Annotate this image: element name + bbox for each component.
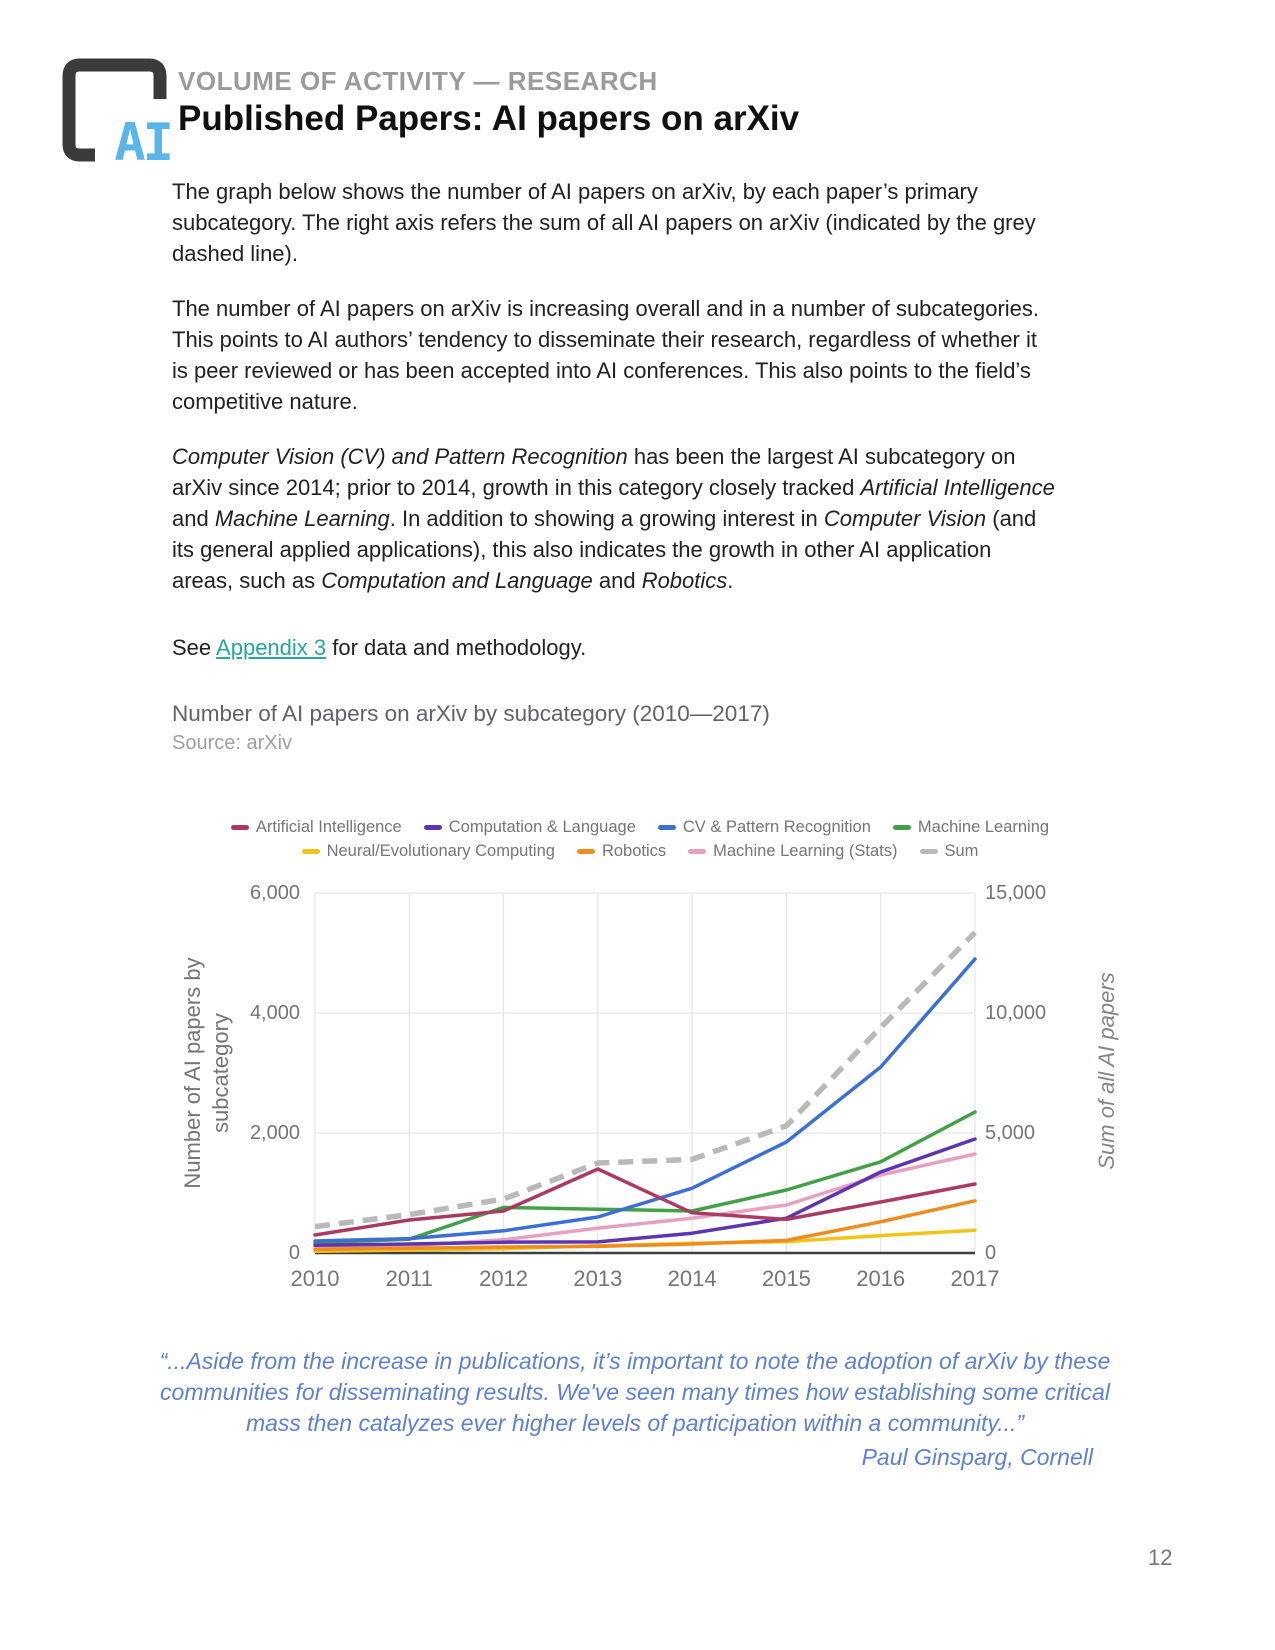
page-number: 12	[1148, 1545, 1173, 1570]
legend-label: Machine Learning	[917, 818, 1050, 836]
text-run: .	[727, 568, 734, 593]
x-axis-label: 2017	[950, 1266, 1000, 1291]
legend-swatch-icon	[577, 849, 595, 854]
italic-text: Computation and Language	[321, 568, 593, 593]
legend-item	[658, 818, 871, 837]
legend-swatch-icon	[658, 825, 676, 830]
page-title: Published Papers: AI papers on arXiv	[178, 99, 800, 138]
legend-swatch-icon	[231, 825, 249, 830]
italic-text: Computer Vision	[823, 506, 987, 531]
x-axis-label: 2010	[290, 1266, 340, 1291]
legend-item	[231, 818, 402, 837]
paragraph	[172, 176, 1057, 269]
ai-index-logo	[62, 58, 171, 173]
legend-label: Sum	[944, 842, 979, 860]
legend-item	[920, 842, 979, 861]
right-axis-title: Sum of all AI papers	[1094, 972, 1119, 1170]
section-kicker: VOLUME OF ACTIVITY — RESEARCH	[178, 66, 658, 96]
text-run: The number of AI papers on arXiv is increasing overall and in a number of subcategories. This points to AI authors’ tendency to disseminate their research, regardless of whether it is peer reviewed or has been accepted into AI conferences. This also points to the field’s competitive nature.	[172, 296, 1040, 414]
legend-label: Robotics	[601, 842, 667, 860]
text-run: The graph below shows the number of AI papers on arXiv, by each paper’s primary subcategory. The right axis refers the sum of all AI papers on arXiv (indicated by the grey dashed line).	[172, 179, 1036, 266]
left-axis-title: Number of AI papers by subcategory	[180, 957, 233, 1189]
italic-text: Artificial Intelligence	[860, 475, 1055, 500]
line-chart-plot	[315, 893, 975, 1256]
text-run: has been the largest AI subcategory on arXiv since 2014; prior to 2014, growth in this category closely tracked	[172, 444, 1016, 500]
series-line-cv-pattern-recognition	[315, 959, 975, 1241]
left-axis-tick-label: 6,000	[249, 882, 300, 904]
italic-text: Robotics	[641, 568, 728, 593]
paragraph	[172, 293, 1057, 417]
quote-attribution: Paul Ginsparg, Cornell	[861, 1444, 1093, 1470]
pull-quote	[145, 1346, 1125, 1473]
legend-swatch-icon	[424, 825, 442, 830]
legend-label: Machine Learning (Stats)	[713, 842, 898, 860]
paragraph	[172, 441, 1057, 596]
x-axis-label: 2015	[761, 1266, 811, 1291]
legend-swatch-icon	[920, 849, 938, 854]
x-axis-label: 2011	[385, 1266, 433, 1291]
series-line-sum	[315, 933, 975, 1227]
right-axis-tick-label: 0	[985, 1242, 997, 1264]
legend-item	[893, 818, 1049, 837]
legend-row	[150, 818, 1130, 837]
text-run: and	[172, 506, 215, 531]
x-axis-label: 2016	[856, 1266, 906, 1291]
legend-item	[302, 842, 555, 861]
legend-label: Artificial Intelligence	[255, 818, 402, 836]
left-axis-tick-label: 2,000	[249, 1122, 300, 1144]
left-axis-tick-label: 4,000	[249, 1002, 300, 1024]
text-run: (and its general applied applications), this also indicates the growth in other AI application areas, such as	[172, 506, 1037, 593]
chart-source: Source: arXiv	[172, 732, 293, 754]
series-line-robotics	[315, 1201, 975, 1250]
text-run: See	[172, 635, 217, 660]
right-axis-tick-label: 15,000	[985, 882, 1047, 904]
legend-row	[150, 842, 1130, 861]
text-run: and	[592, 568, 642, 593]
legend-item	[577, 842, 666, 861]
legend-swatch-icon	[688, 849, 706, 854]
text-run: for data and methodology.	[326, 635, 587, 660]
legend-label: CV & Pattern Recognition	[682, 818, 871, 836]
paragraph	[172, 632, 1057, 663]
legend-item	[688, 842, 897, 861]
legend-item	[424, 818, 636, 837]
right-axis-tick-label: 10,000	[985, 1002, 1047, 1024]
italic-text: Computer Vision (CV) and Pattern Recognition	[172, 444, 628, 469]
legend-swatch-icon	[302, 849, 320, 854]
right-axis-tick-label: 5,000	[985, 1122, 1036, 1144]
italic-text: Machine Learning	[214, 506, 390, 531]
legend-label: Neural/Evolutionary Computing	[326, 842, 555, 860]
appendix-link[interactable]: Appendix 3	[216, 635, 327, 660]
left-axis-tick-label: 0	[288, 1242, 300, 1264]
text-run: . In addition to showing a growing interest in	[389, 506, 824, 531]
legend-label: Computation & Language	[448, 818, 636, 836]
logo-ai-text: AI	[114, 113, 171, 173]
legend-swatch-icon	[893, 825, 911, 830]
chart-legend	[150, 818, 1130, 866]
quote-text: “...Aside from the increase in publications, it’s important to note the adoption of arXiv by these communities for disseminating results. We've seen many times how establishing some critical mass then catalyzes ever higher levels of participation within a community...”	[159, 1348, 1111, 1436]
chart-title: Number of AI papers on arXiv by subcategory (2010—2017)	[172, 701, 770, 726]
body-copy	[172, 176, 1057, 687]
x-axis-label: 2014	[667, 1266, 717, 1291]
x-axis-label: 2013	[573, 1266, 623, 1291]
x-axis-label: 2012	[479, 1266, 529, 1291]
series-line-machine-learning-stats-	[315, 1154, 975, 1247]
